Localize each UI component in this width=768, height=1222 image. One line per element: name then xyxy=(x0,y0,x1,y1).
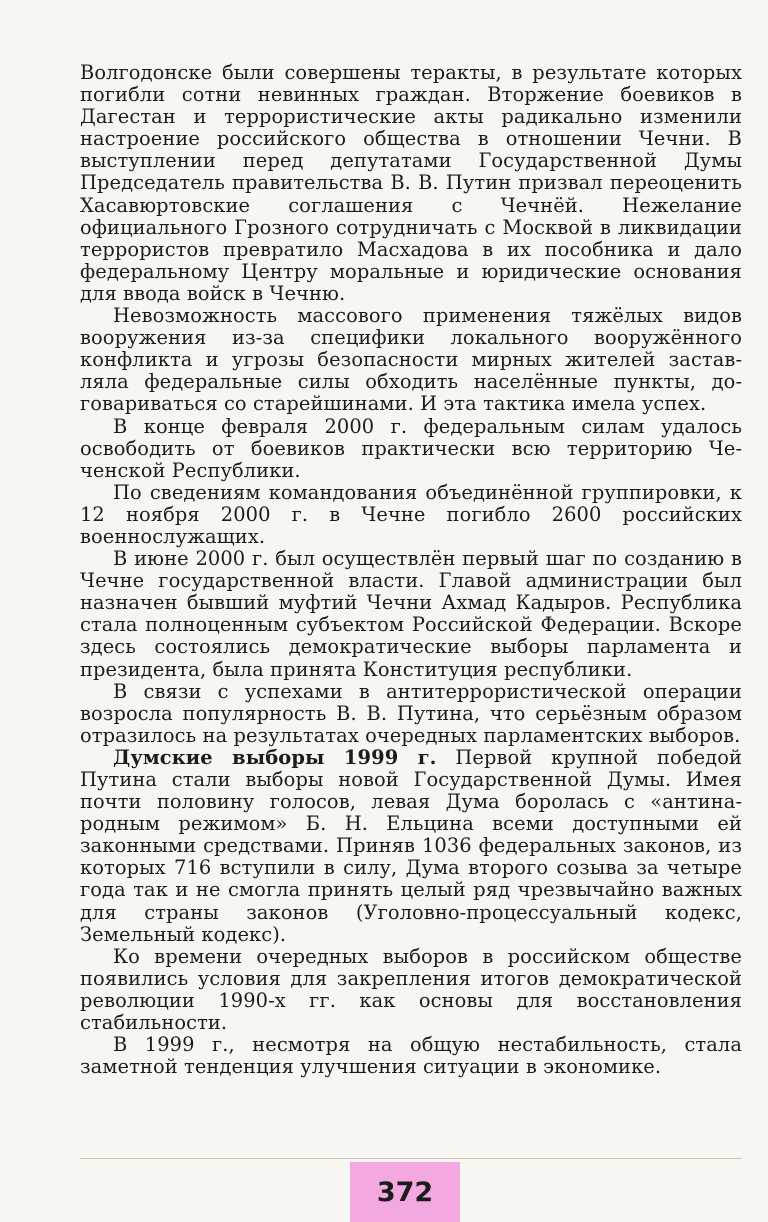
paragraph-7 xyxy=(80,747,742,946)
paragraph-2: Невозможность массового применения тяжёлых видов вооружения из-за специфики локального вооружённого конфликта и угрозы безопасности мирных жителей заставляла федеральные силы обходить населённые пункты, договариваться со старейшинами. И эта тактика имела успех. xyxy=(80,304,742,416)
book-page-text xyxy=(80,62,742,1078)
paragraph-1: Волгодонске были совершены теракты, в результате которых погибли сотни невинных граждан. Вторжение боевиков в Дагестан и террористические акты радикально изменили настроение российского общества в отношении Чечни. В выступлении перед депутатами Государственной Думы Председатель правительства В. В. Путин призвал переоценить Хасавюртовские соглашения с Чечнёй. Нежелание официального Грозного сотрудничать с Москвой в ликвидации террористов превратило Масхадова в их пособника и дало федеральному Центру моральные и юридические основания для ввода войск в Чечню. xyxy=(80,61,742,305)
paragraph-5: В июне 2000 г. был осуществлён первый шаг по созданию в Чечне государственной власти. Главой администрации был назначен бывший муфтий Чечни Ахмад Кадыров. Республика стала полноценным субъектом Российской Федерации. Вскоре здесь состоялись демократические выборы парламента и президента, была принята Конституция республики. xyxy=(80,547,742,681)
paragraph-6: В связи с успехами в антитеррористической операции возросла популярность В. В. Путина, что серьёзным образом отразилось на результатах очередных парламентских выборов. xyxy=(80,679,742,747)
section-heading: Думские выборы 1999 г. xyxy=(113,745,437,769)
paragraph-7-text: Первой крупной победой Путина стали выборы новой Государственной Думы. Имея почти половину голосов, левая Дума боролась с «антинародным режимом» Б. Н. Ельцина всеми доступными ей законными средствами. Приняв 1036 федеральных законов, из которых 716 вступили в силу, Дума второго созыва за четыре года так и не смогла принять целый ряд чрезвычайно важных для страны законов (Уголовно-процессуальный кодекс, Земельный кодекс). xyxy=(80,745,743,946)
page-number: 372 xyxy=(350,1162,460,1222)
paragraph-4: По сведениям командования объединённой группировки, к 12 ноября 2000 г. в Чечне погибло 2600 российских военнослужащих. xyxy=(80,480,742,548)
paragraph-9: В 1999 г., несмотря на общую нестабильность, стала заметной тенденция улучшения ситуации в экономике. xyxy=(80,1033,742,1079)
paragraph-8: Ко времени очередных выборов в российском обществе появились условия для закрепления итогов демократической революции 1990-х гг. как основы для восстановления стабильности. xyxy=(80,944,742,1035)
footer-divider xyxy=(80,1158,742,1159)
paragraph-3: В конце февраля 2000 г. федеральным силам удалось освободить от боевиков практически всю территорию Чеченской Республики. xyxy=(80,414,742,482)
